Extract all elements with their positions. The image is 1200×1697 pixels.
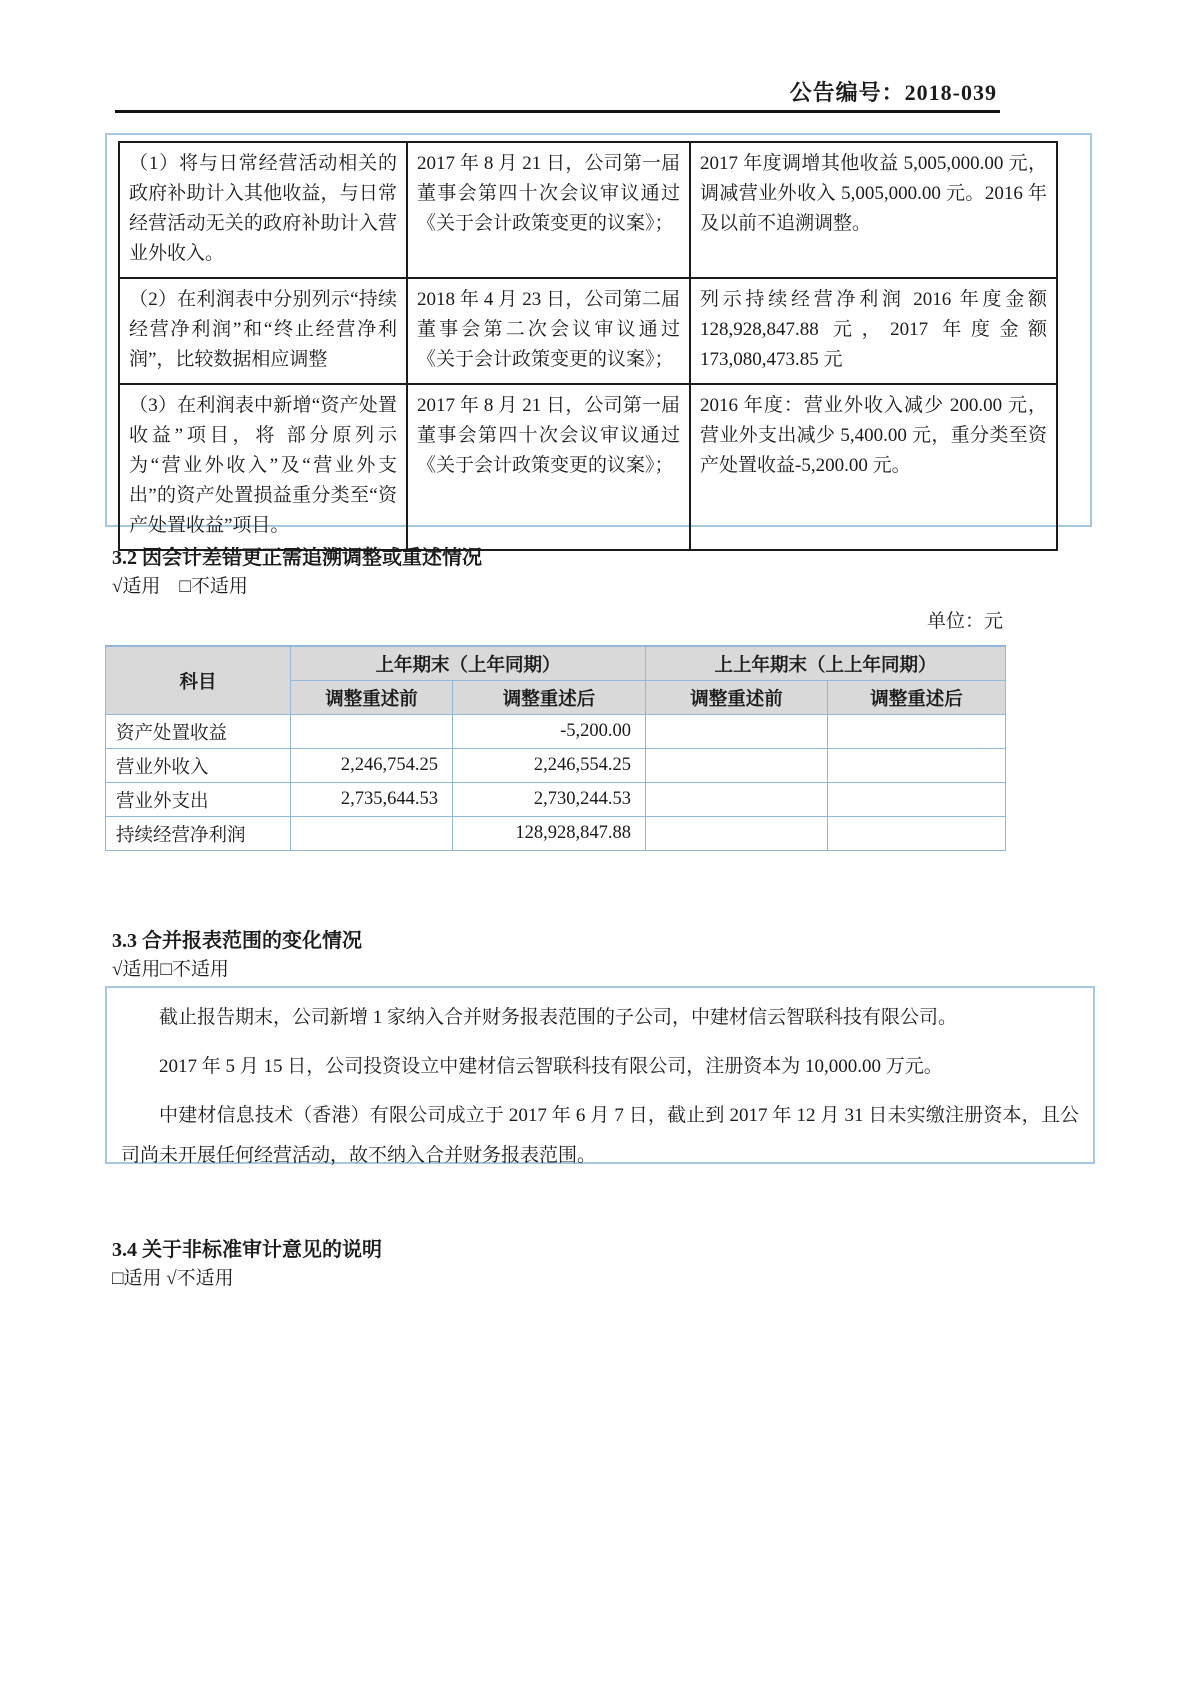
table-header-row bbox=[106, 646, 1006, 681]
change-description-cell: （2）在利润表中分别列示“持续经营净利润”和“终止经营净利润”，比较数据相应调整 bbox=[119, 278, 407, 384]
table-row bbox=[106, 817, 1006, 851]
merge-scope-paragraph: 中建材信息技术（香港）有限公司成立于 2017 年 6 月 7 日，截止到 2017 年 12 月 31 日未实缴注册资本，且公司尚未开展任何经营活动，故不纳入合并财务报表范围。 bbox=[121, 1105, 1079, 1166]
value-cell bbox=[828, 715, 1006, 749]
value-cell bbox=[646, 749, 828, 783]
value-cell bbox=[646, 715, 828, 749]
value-cell bbox=[291, 715, 453, 749]
value-cell: 128,928,847.88 bbox=[453, 817, 646, 851]
prev2-period-group-header: 上上年期末（上上年同期） bbox=[646, 646, 1006, 681]
prev-period-group-header: 上年期末（上年同期） bbox=[291, 646, 646, 681]
table-row bbox=[106, 715, 1006, 749]
approval-cell: 2017 年 8 月 21 日，公司第一届董事会第四十次会议审议通过《关于会计政策变更的议案》； bbox=[407, 142, 690, 278]
policy-change-frame bbox=[105, 133, 1092, 536]
subject-cell: 资产处置收益 bbox=[106, 715, 291, 749]
table-row bbox=[119, 142, 1057, 278]
policy-change-table bbox=[118, 141, 1058, 551]
section-3-4-heading: 3.4 关于非标准审计意见的说明 bbox=[112, 1239, 382, 1261]
announcement-number: 公告编号：2018-039 bbox=[789, 80, 997, 105]
section-3-3-applicability: √适用□不适用 bbox=[112, 959, 229, 980]
value-cell: 2,246,554.25 bbox=[453, 749, 646, 783]
value-cell bbox=[291, 817, 453, 851]
restatement-table bbox=[105, 645, 1006, 851]
value-cell bbox=[828, 817, 1006, 851]
value-cell bbox=[828, 749, 1006, 783]
header-rule bbox=[115, 110, 1000, 113]
value-cell bbox=[646, 783, 828, 817]
section-3-2-applicability: √适用 □不适用 bbox=[112, 576, 248, 597]
subject-cell: 持续经营净利润 bbox=[106, 817, 291, 851]
section-3-3-heading: 3.3 合并报表范围的变化情况 bbox=[112, 930, 362, 952]
impact-cell: 列示持续经营净利润 2016 年度金额 128,928,847.88 元，2017 年度金额 173,080,473.85 元 bbox=[690, 278, 1057, 384]
table-row bbox=[106, 783, 1006, 817]
value-cell: 2,730,244.53 bbox=[453, 783, 646, 817]
subject-cell: 营业外支出 bbox=[106, 783, 291, 817]
table-row bbox=[106, 749, 1006, 783]
before-restate-header: 调整重述前 bbox=[291, 681, 453, 715]
subject-header: 科目 bbox=[106, 646, 291, 715]
merge-scope-paragraph: 截止报告期末，公司新增 1 家纳入合并财务报表范围的子公司，中建材信云智联科技有限公司。 bbox=[159, 1007, 958, 1028]
merge-scope-paragraph: 2017 年 5 月 15 日，公司投资设立中建材信云智联科技有限公司，注册资本为 10,000.00 万元。 bbox=[159, 1056, 943, 1077]
value-cell: 2,246,754.25 bbox=[291, 749, 453, 783]
after-restate-header: 调整重述后 bbox=[453, 681, 646, 715]
value-cell bbox=[646, 817, 828, 851]
change-description-cell: （1）将与日常经营活动相关的政府补助计入其他收益，与日常经营活动无关的政府补助计入营业外收入。 bbox=[119, 142, 407, 278]
before-restate-header: 调整重述前 bbox=[646, 681, 828, 715]
impact-cell: 2017 年度调增其他收益 5,005,000.00 元，调减营业外收入 5,005,000.00 元。2016 年及以前不追溯调整。 bbox=[690, 142, 1057, 278]
change-description-cell: （3）在利润表中新增“资产处置收益”项目，将 部分原列示为“营业外收入”及“营业外支出”的资产处置损益重分类至“资产处置收益”项目。 bbox=[119, 384, 407, 550]
unit-label: 单位：元 bbox=[926, 611, 1003, 632]
after-restate-header: 调整重述后 bbox=[828, 681, 1006, 715]
table-row bbox=[119, 278, 1057, 384]
merge-scope-box bbox=[105, 986, 1095, 1164]
impact-cell: 2016 年度：营业外收入减少 200.00 元，营业外支出减少 5,400.00 元，重分类至资产处置收益-5,200.00 元。 bbox=[690, 384, 1057, 550]
table-row bbox=[119, 384, 1057, 550]
value-cell: 2,735,644.53 bbox=[291, 783, 453, 817]
approval-cell: 2018 年 4 月 23 日，公司第二届董事会第二次会议审议通过《关于会计政策变更的议案》； bbox=[407, 278, 690, 384]
value-cell: -5,200.00 bbox=[453, 715, 646, 749]
subject-cell: 营业外收入 bbox=[106, 749, 291, 783]
value-cell bbox=[828, 783, 1006, 817]
section-3-4-applicability: □适用 √不适用 bbox=[112, 1268, 234, 1289]
approval-cell: 2017 年 8 月 21 日，公司第一届董事会第四十次会议审议通过《关于会计政策变更的议案》； bbox=[407, 384, 690, 550]
section-3-2-heading: 3.2 因会计差错更正需追溯调整或重述情况 bbox=[112, 547, 482, 569]
